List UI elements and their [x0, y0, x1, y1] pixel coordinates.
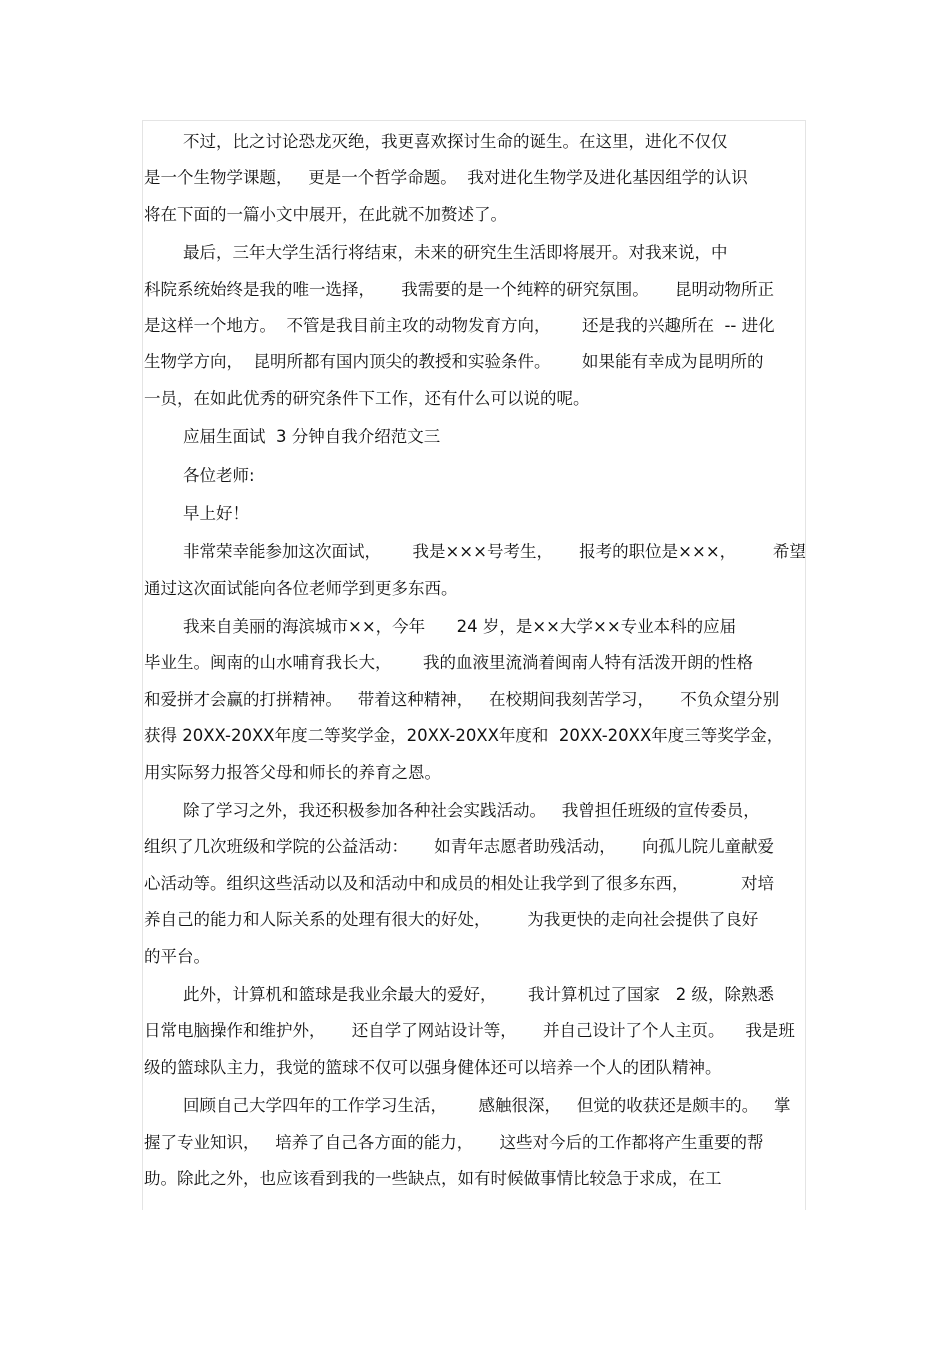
text-line: 握了专业知识， 培养了自己各方面的能力， 这些对今后的工作都将产生重要的帮	[144, 1132, 764, 1152]
text-line: 养自己的能力和人际关系的处理有很大的好处， 为我更快的走向社会提供了良好	[144, 910, 759, 930]
paragraph-9	[144, 977, 808, 1086]
paragraph-1	[144, 124, 808, 233]
text-line: 各位老师:	[183, 465, 255, 485]
text-line: 组织了几次班级和学院的公益活动： 如青年志愿者助残活动， 向孤儿院儿童献爱	[144, 837, 774, 857]
text-line: 心活动等。组织这些活动以及和活动中和成员的相处让我学到了很多东西， 对培	[144, 873, 774, 893]
text-line: 早上好！	[183, 503, 249, 523]
document-body	[144, 124, 808, 1197]
text-line: 除了学习之外，我还积极参加各种社会实践活动。 我曾担任班级的宣传委员，	[183, 801, 760, 821]
greeting	[144, 496, 808, 532]
text-line: 非常荣幸能参加这次面试， 我是×××号考生， 报考的职位是×××， 希望	[183, 542, 806, 562]
text-line: 毕业生。闽南的山水哺育我长大， 我的血液里流淌着闽南人特有活泼开朗的性格	[144, 653, 753, 673]
paragraph-7	[144, 609, 808, 791]
text-line: 用实际努力报答父母和师长的养育之恩。	[144, 762, 441, 782]
text-line: 回顾自己大学四年的工作学习生活， 感触很深， 但觉的收获还是颇丰的。 掌	[183, 1096, 791, 1116]
text-line: 我来自美丽的海滨城市××，今年 24 岁，是××大学××专业本科的应届	[183, 617, 737, 637]
paragraph-6	[144, 534, 808, 607]
text-line: 将在下面的一篇小文中展开，在此就不加赘述了。	[144, 204, 507, 224]
paragraph-2	[144, 235, 808, 417]
heading-line: 应届生面试 3 分钟自我介绍范文三	[183, 427, 441, 447]
text-line: 获得 20XX-20XX年度二等奖学金，20XX-20XX年度和 20XX-20XX年度三等奖学金，	[144, 726, 784, 746]
text-line: 一员，在如此优秀的研究条件下工作，还有什么可以说的呢。	[144, 388, 590, 408]
text-line: 不过，比之讨论恐龙灭绝，我更喜欢探讨生命的诞生。在这里，进化不仅仅	[183, 132, 728, 151]
text-line: 和爱拼才会赢的打拼精神。 带着这种精神， 在校期间我刻苦学习， 不负众望分别	[144, 689, 780, 709]
text-line: 的平台。	[144, 946, 210, 966]
text-line: 此外，计算机和篮球是我业余最大的爱好， 我计算机过了国家 2 级，除熟悉	[183, 984, 774, 1004]
text-line: 是一个生物学课题， 更是一个哲学命题。 我对进化生物学及进化基因组学的认识	[144, 168, 748, 188]
text-line: 级的篮球队主力，我觉的篮球不仅可以强身健体还可以培养一个人的团队精神。	[144, 1057, 722, 1077]
paragraph-10	[144, 1088, 808, 1197]
text-line: 通过这次面试能向各位老师学到更多东西。	[144, 578, 458, 598]
text-line: 是这样一个地方。 不管是我目前主攻的动物发育方向， 还是我的兴趣所在 -- 进化	[144, 315, 775, 335]
text-line: 助。除此之外，也应该看到我的一些缺点，如有时候做事情比较急于求成，在工	[144, 1168, 722, 1188]
text-line: 科院系统始终是我的唯一选择， 我需要的是一个纯粹的研究氛围。 昆明动物所正	[144, 279, 774, 299]
text-line: 日常电脑操作和维护外， 还自学了网站设计等， 并自己设计了个人主页。 我是班	[144, 1021, 795, 1041]
section-heading	[144, 419, 808, 455]
salutation	[144, 458, 808, 494]
paragraph-8	[144, 793, 808, 975]
text-line: 最后，三年大学生活行将结束，未来的研究生生活即将展开。对我来说，中	[183, 243, 728, 263]
text-line: 生物学方向， 昆明所都有国内顶尖的教授和实验条件。 如果能有幸成为昆明所的	[144, 352, 764, 372]
